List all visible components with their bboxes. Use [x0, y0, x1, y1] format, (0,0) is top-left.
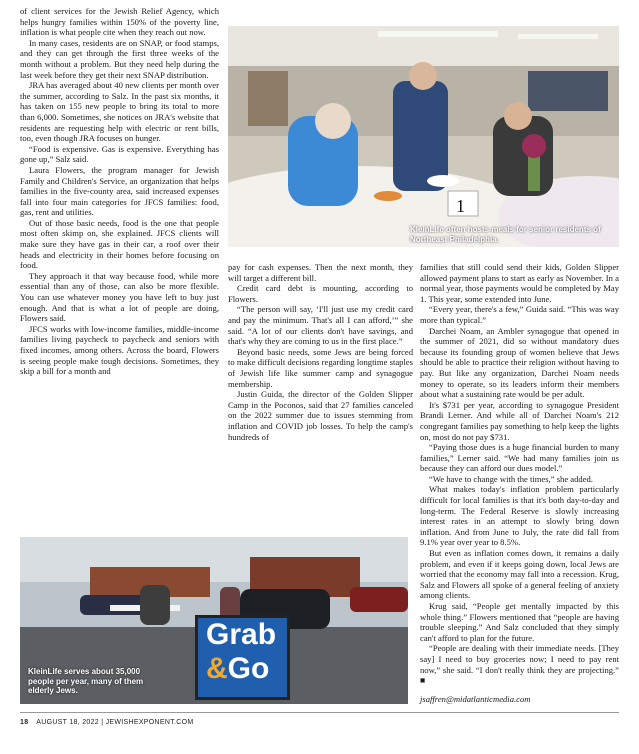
paragraph: of client services for the Jewish Relief Agency, which helps hungry families within 150% of the poverty line, inflation is what people cite when they reach out now. [20, 6, 219, 38]
paragraph: In many cases, residents are on SNAP, or food stamps, and they can get through the first three weeks of the month without a problem. But they need help during the last week before they get their next SNAP distribution. [20, 37, 219, 80]
paragraph: families that still could send their kids, Golden Slipper allowed payment plans to start as early as November. In a normal year, those payments would be completed by May 1. This year, some extended into June. [420, 262, 619, 304]
paragraph: “Every year, there's a few,” Guida said. “This was way more than typical.” [420, 304, 619, 325]
paragraph: What makes today's inflation problem particularly difficult for local families is that it's both day-to-day and long-term. The Federal Reserve is slowly increasing interest rates in an attempt to slowly bring down inflation. And from June to July, the rate did fall from 9.1% year over year to 8.5%. [420, 484, 619, 548]
article-column-2 [228, 262, 413, 442]
paragraph: Justin Guida, the director of the Golden Slipper Camp in the Poconos, said that 27 families canceled on the 2022 summer due to issues stemming from inflation and COVID job losses. To help the camp's hundreds of [228, 389, 413, 442]
photo-caption: KleinLife often hosts meals for senior residents of Northeast Philadelphia. [410, 225, 601, 244]
paragraph: pay for cash expenses. Then the next month, they will target a different bill. [228, 262, 413, 283]
sign-ampersand: & [206, 652, 228, 685]
paragraph: JFCS works with low-income families, middle-income families living paycheck to paycheck and seniors with fixed incomes, among others. Across the board, Flowers is seeing people make tough decisions. Sometimes, they skip a bill for a month and [20, 323, 219, 377]
paragraph: It's $731 per year, according to synagogue President Brandi Lerner. And while all of Darchei Noam's 212 congregant families pay something to help keep the lights on, most do not pay $731. [420, 399, 619, 442]
sign-text-grab: Grab [206, 618, 277, 651]
paragraph: Credit card debt is mounting, according to Flowers. [228, 283, 413, 304]
page-footer: 18 AUGUST 18, 2022 | JEWISHEXPONENT.COM [20, 719, 194, 726]
photo-caption: KleinLife serves about 35,000 people per year, many of them elderly Jews. [28, 667, 144, 695]
sign-text-go: Go [227, 652, 270, 685]
author-email: jsaffren@midatlanticmedia.com [420, 693, 531, 704]
paragraph: “The person will say, ‘I'll just use my credit card and pay the minimum. That's all I can afford,’” she said. “A lot of our clients don't have savings, and that's why they are coming to us in the first place.” [228, 304, 413, 347]
paragraph: Krug said, “People get mentally impacted by this whole thing.” Flowers mentioned that “people are having trouble sleeping.” And Salz concluded that they simply can't afford to plan for the future. [420, 601, 619, 643]
paragraph: But even as inflation comes down, it remains a daily problem, and even if it keeps going down, local Jews are worried that the economy may fall into a recession. Krug, Salz and Flowers all spoke of a general feeling of anxiety among clients. [420, 548, 619, 601]
article-column-1 [20, 6, 219, 377]
issue-date: AUGUST 18, 2022 [36, 719, 99, 726]
article-column-3 [420, 262, 619, 704]
paragraph: “Food is expensive. Gas is expensive. Everything has gone up,” Salz said. [20, 143, 219, 165]
paragraph: Laura Flowers, the program manager for Jewish Family and Children's Service, an organization that helps families in the five-county area, said increased expenses fall into four main categories for JFCS families: food, gas, rent and utilities. [20, 164, 219, 218]
paragraph: “People are dealing with their immediate needs. [They say] I need to buy groceries now; I need to pay rent now,” she said. “I don't really think they are projecting.” ■ [420, 643, 619, 686]
paragraph: JRA has averaged about 40 new clients per month over the summer, according to Salz. In the past six months, it has taken on 155 new people to bring its total to more than 6,000. Sometimes, she notices on JRA's website that residents are requesting help with electric or rent bills, too, even though JRA focuses on hunger. [20, 80, 219, 144]
page-number: 18 [20, 719, 29, 726]
paragraph: Out of those basic needs, food is the one that people most often skimp on, she explained. JFCS clients will make sure they have gas in their car, a roof over their heads and electricity in their homes before focusing on food. [20, 217, 219, 271]
photo-senior-meal [228, 26, 619, 247]
senior-meal-image [228, 26, 619, 247]
grab-and-go-sign [195, 615, 290, 700]
footer-rule [20, 712, 619, 713]
paragraph: Beyond basic needs, some Jews are being forced to make difficult decisions regarding longtime staples of Jewish life like summer camp and synagogue membership. [228, 346, 413, 389]
paragraph: “Paying those dues is a huge financial burden to many families,” Lerner said. “We had many families join us because they can afford our dues model.” [420, 442, 619, 474]
table-number-card: 1 [456, 196, 465, 216]
photo-grab-and-go [20, 537, 408, 704]
paragraph: Darchei Noam, an Ambler synagogue that opened in the summer of 2021, did so without mandatory dues because its founding group of women believe that Jews should be able to practice their religion without having to pay. But like any organization, Darchei Noam needs money to operate, so its leaders inform their members about what a sustaining rate would be per adult. [420, 325, 619, 400]
paragraph: “We have to change with the times,” she added. [429, 473, 593, 484]
website: JEWISHEXPONENT.COM [105, 719, 194, 726]
paragraph: They approach it that way because food, while more essential than any of those, can also be more flexible. You can use whatever money you have left to buy just enough. And that is what a lot of people are doing, Flowers said. [20, 270, 219, 324]
